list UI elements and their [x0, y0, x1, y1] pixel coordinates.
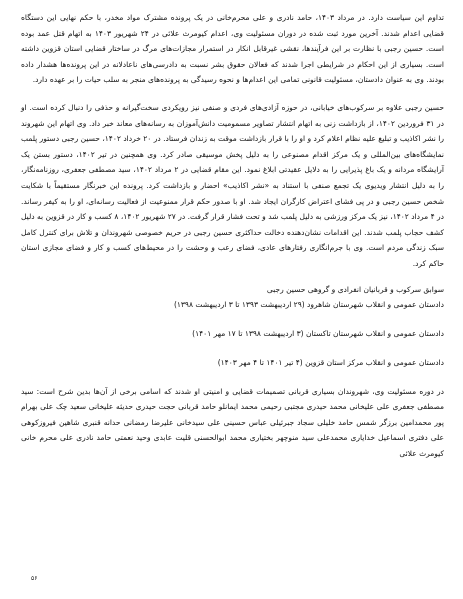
spacer — [21, 341, 444, 355]
history-item: دادستان عمومی و انقلاب شهرستان تاکستان (۳ اردیبهشت ۱۳۹۸ تا ۱۷ مهر ۱۴۰۱) — [192, 328, 444, 338]
history-item: دادستان عمومی و انقلاب شهرستان شاهرود (۲۹ اردیبهشت ۱۳۹۳ تا ۳ اردیبهشت ۱۳۹۸) — [173, 299, 444, 309]
paragraph-victims: در دوره مسئولیت وی، شهروندان بسیاری قربانی تصمیمات قضایی و امنیتی او شدند که اسامی برخی از آن‌ها بدین شرح است: سید مصطفی جعفری علی علیخانی محمد حیدری مجتبی رحیمی محمد ایمانلو حامد قربانی حجت حیدری حدیثه علیخانی سعید چک علی بهرام پور محمدامین برزگر شمس حامد خلیلی سجاد جبرئیلی عباس حسینی علی سیدخانی علیرضا رمضانی حدانه قنبری شاهین فیروزکوهی علی دفتری اسماعیل خدایاری محمدعلی سید منوچهر بختیاری محمد ابوالحسنی قلیت عابدی وحید نعمتی حامد نادری علی محرم خانی کیومرث علائی — [21, 386, 444, 458]
paragraph-executions: تداوم این سیاست دارد. در مرداد ۱۴۰۳، حامد نادری و علی محرم‌خانی در یک پرونده مشترک مواد مخدر، با حکم نهایی این دستگاه قضایی اعدام شدند. آخرین مورد ثبت شده در دوران مسئولیت وی، اعدام کیومرث علائی در ۲۴ شهریور ۱۴۰۳ به اتهام قتل عمد بوده است. حسین رجبی با نظارت بر این فرآیندها، نقشی غیرقابل انکار در استمرار مجازات‌های مرگ در ساختار قضایی استان قزوین داشته است. بسیاری از این احکام در شرایطی اجرا شدند که فعالان حقوق بشر نسبت به دادرسی‌های ناعادلانه در این پرونده‌ها هشدار داده بودند. وی به عنوان دادستان، مسئولیت قانونی تمامی این اعدام‌ها و نحوه رسیدگی به پرونده‌های منجر به سلب حیات را بر عهده دارد. — [21, 13, 445, 85]
spacer — [21, 370, 444, 384]
history-heading: سوابق سرکوب و قربانیان انفرادی و گروهی حسین رجبی — [266, 284, 444, 294]
page-number: ۵۶ — [31, 575, 38, 582]
spacer — [21, 88, 444, 100]
spacer — [21, 272, 444, 282]
history-item: دادستان عمومی و انقلاب مرکز استان قزوین (۴ تیر ۱۴۰۱ تا ۴ مهر ۱۴۰۳) — [217, 357, 444, 367]
spacer — [21, 312, 444, 326]
paragraph-freedoms: حسین رجبی علاوه بر سرکوب‌های خیابانی، در حوزه آزادی‌های فردی و صنفی نیز رویکردی سخت‌گیرانه و حذفی را دنبال کرده است. او در ۳۱ فروردین ۱۴۰۲، از بازداشت زنی به اتهام انتشار تصاویر مسمومیت دانش‌آموزان به رسانه‌های معاند خبر داد. وی اتهام این شهروند را نشر اکاذیب و تبلیغ علیه نظام اعلام کرد و او را با قرار بازداشت موقت به زندان فرستاد. در ۲۰ خرداد ۱۴۰۲، حسین رجبی دستور پلمب نمایشگاه‌های بین‌المللی و یک مرکز اقدام مصنوعی را به دلیل پخش موسیقی صادر کرد. وی همچنین در تیر ۱۴۰۲، دستور بستن یک آرایشگاه مردانه و یک باغ پذیرایی را به دلایل عقیدتی ابلاغ نمود. این مقام قضایی در ۲ مرداد ۱۴۰۲، سید مصطفی جعفری، روزنامه‌نگار، را به دلیل انتشار ویدیوی یک تجمع صنفی با استناد به «نشر اکاذیب» احضار و بازداشت کرد. پرونده این خبرنگار مستقیماً با شکایت شخص حسین رجبی و در پی فشای اعتراض کارگران ایجاد شد. او با صدور حکم قرار ممنوعیت از فعالیت رسانه‌ای، او را به کیفر رساند. در ۴ مرداد ۱۴۰۲، نیز یک مرکز ورزشی به دلیل پلمب شد و تحت فشار قرار گرفت. در ۲۷ شهریور ۱۴۰۲، ۸ کسب و کار در قزوین به دلیل کشف حجاب پلمب شدند. این اقدامات نشان‌دهنده دخالت حداکثری حسین رجبی در حریم خصوصی شهروندان و تلاش برای کنترل کامل سبک زندگی مردم است. وی با جرم‌انگاری رفتارهای عادی، فضای رعب و وحشت را در محیط‌های کسب و کار و فضای مجازی استان حاکم کرد. — [21, 102, 445, 268]
